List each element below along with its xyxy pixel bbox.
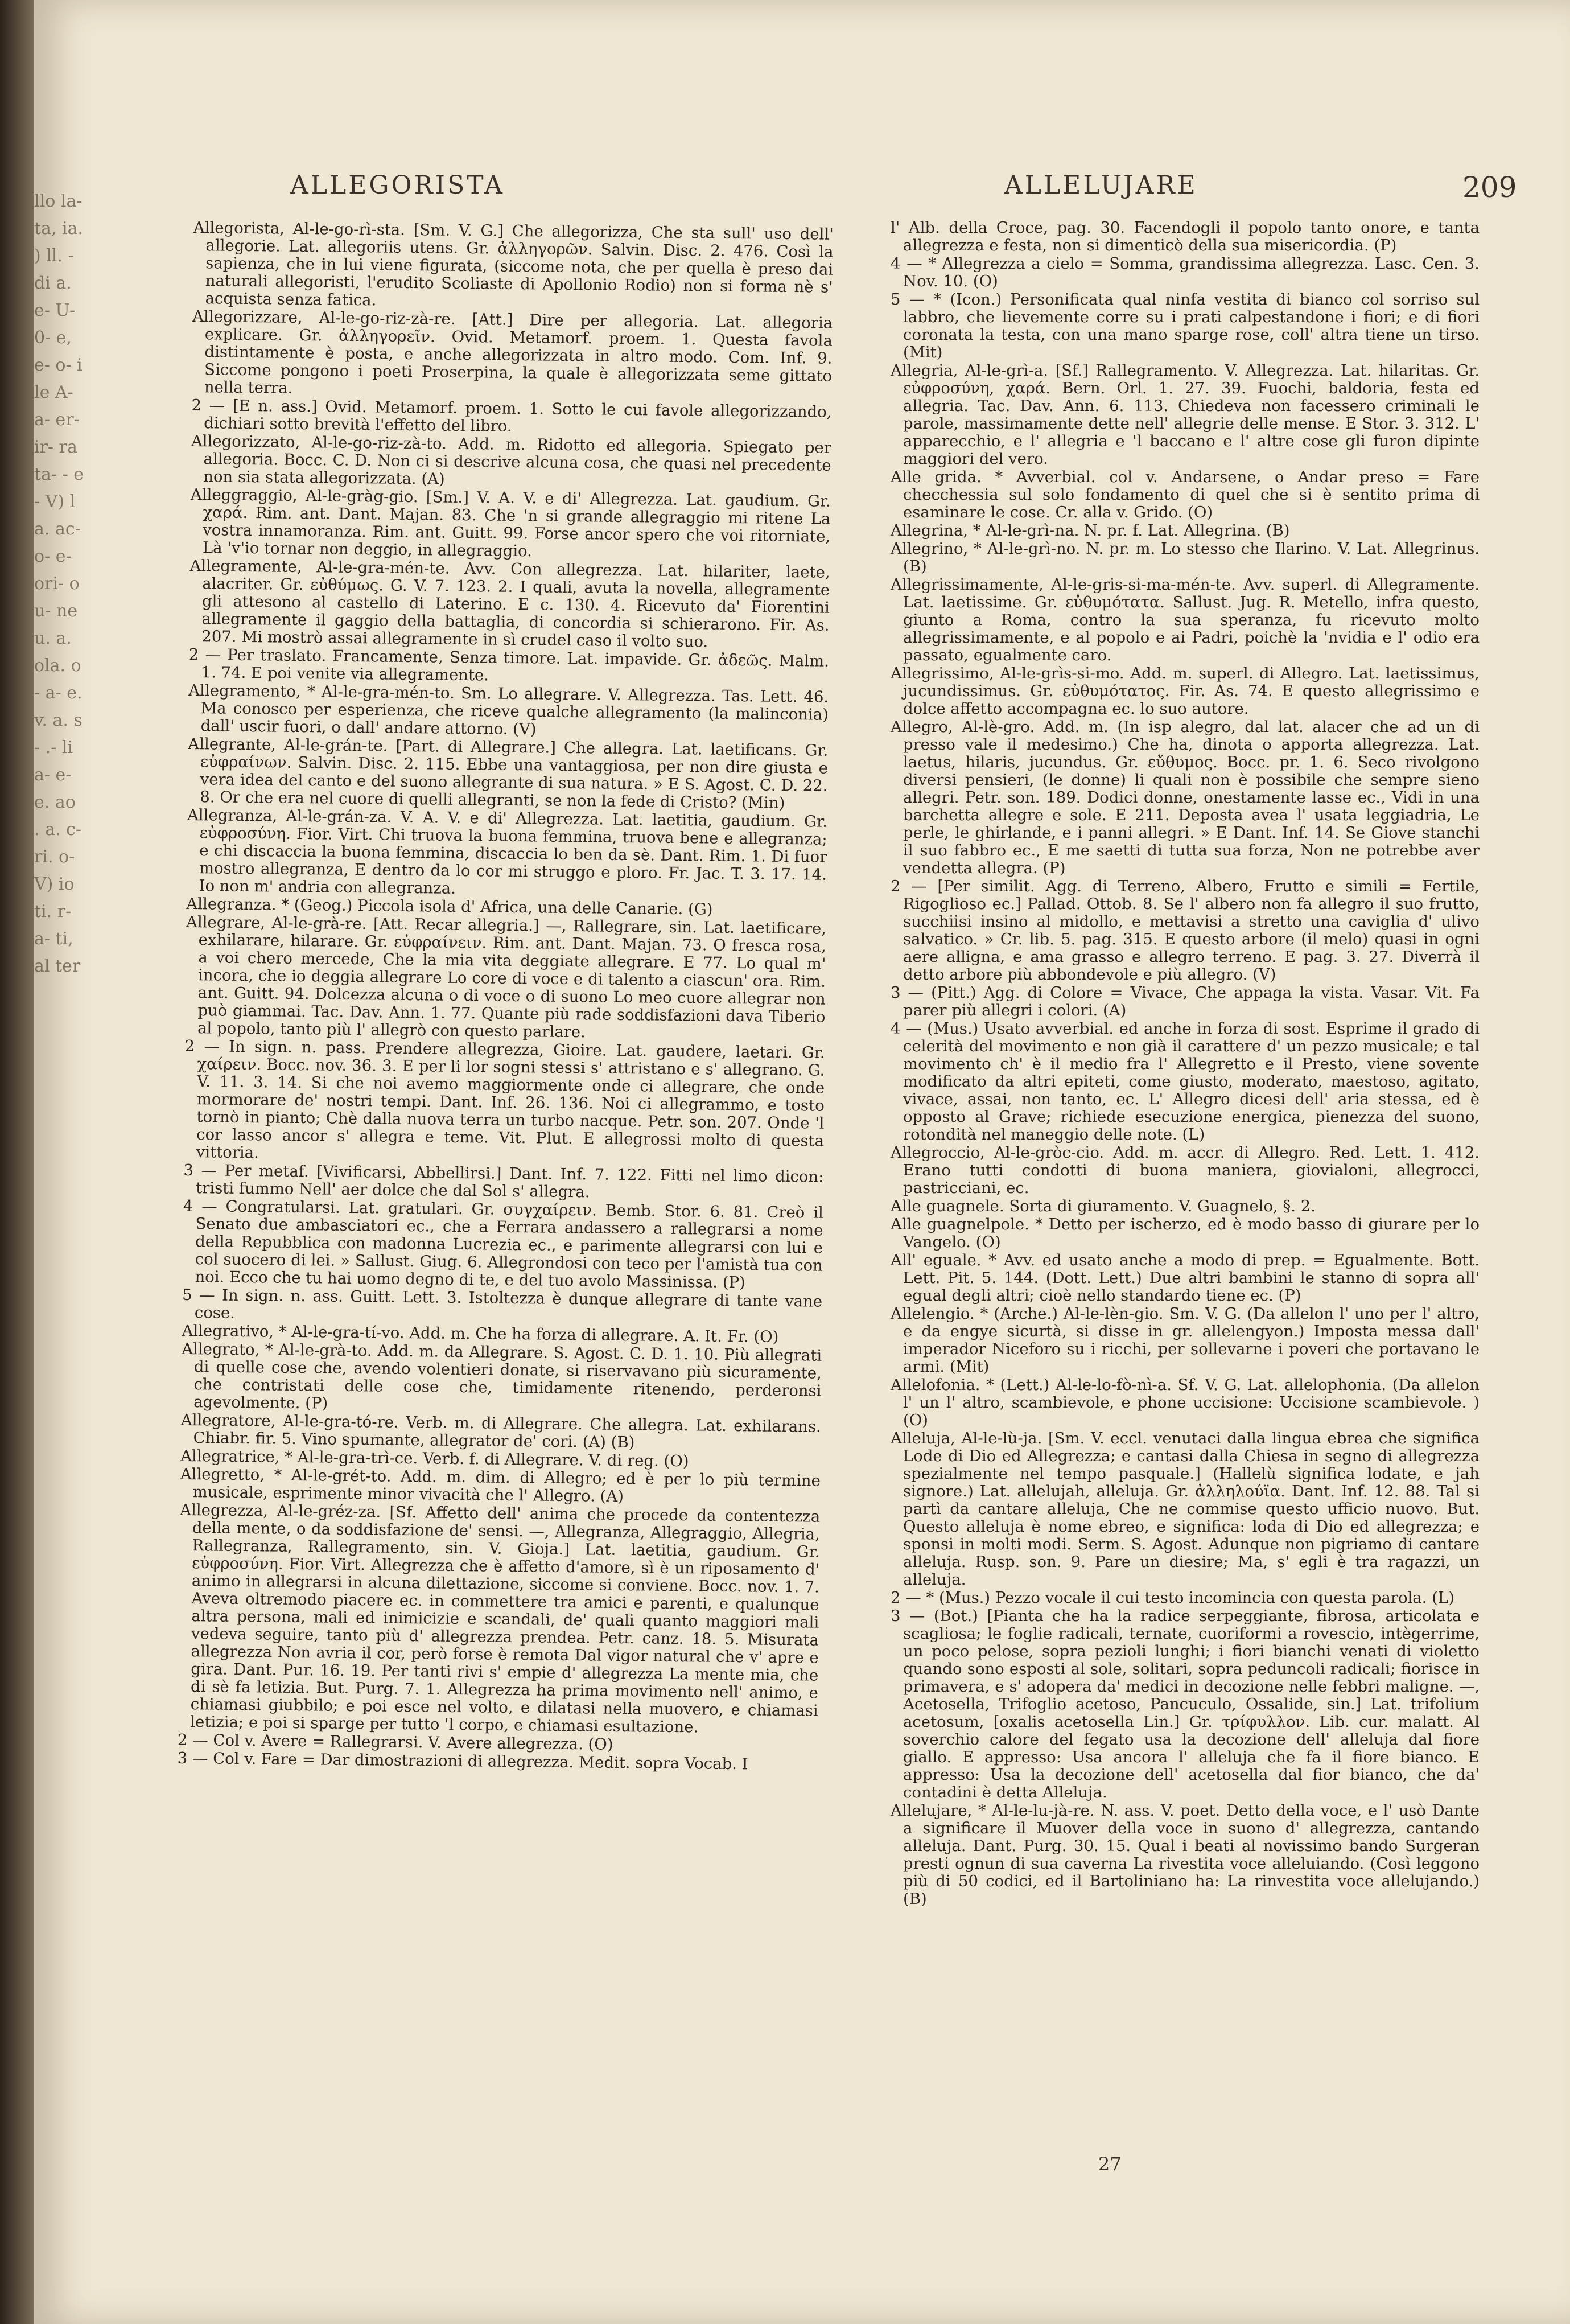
- dictionary-entry: Allegria, Al-le-grì-a. [Sf.] Rallegramento. V. Allegrezza. Lat. hilaritas. Gr. εὐφροσύνη, χαρά. Bern. Orl. 1. 27. 39. Fuochi, baldoria, festa ed allegria. Tac. Dav. Ann. 6. 113. Chiedeva non facessero criminali le parole, massimamente dette nell' allegrie delle mense. E Stor. 3. 312. L' apparecchio, e l' allegria e 'l baccano e l' altre cose gli furon dipinte maggiori del vero.: [891, 361, 1480, 468]
- dictionary-entry: Allegrante, Al-le-grán-te. [Part. di Allegrare.] Che allegra. Lat. laetificans. Gr. εὐφραίνων. Salvin. Disc. 2. 115. Ebbe una vantaggiosa, per non dire giusta e vera idea del canto e del suono allegrante di sua natura. » E S. Agost. C. D. 22. 8. Or che era nel cuore di quelli allegranti, se non la fede di Cristo? (Min): [188, 734, 829, 812]
- dictionary-entry: Alleluja, Al-le-lù-ja. [Sm. V. eccl. venutaci dalla lingua ebrea che significa Lode di Dio ed Allegrezza; e cantasi dalla Chiesa in segno di allegrezza spezialmente nel tempo pasquale.] (Hallelù significa lodate, e jah signore.) Lat. allelujah, alleluja. Gr. ἀλληλούϊα. Dant. Inf. 12. 88. Tal si partì da cantare alleluja, Che ne commise questo ufficio nuovo. But. Questo alleluja è nome ebreo, e significa: loda di Dio ed allegrezza; e sponsi in molti modi. Serm. S. Agost. Adunque non pigriamo di cantare alleluja. Rusp. son. 9. Pare un diesire; Ma, s' egli è tra ragazzi, un alleluja.: [891, 1429, 1480, 1589]
- dictionary-entry: 2 — * (Mus.) Pezzo vocale il cui testo incomincia con questa parola. (L): [891, 1589, 1454, 1607]
- left-column: [172, 219, 834, 2264]
- dictionary-entry: Allegratrice, * Al-le-gra-trì-ce. Verb. f. di Allegrare. V. di reg. (O): [180, 1446, 689, 1471]
- dictionary-entry: Allegramento, * Al-le-gra-mén-to. Sm. Lo allegrare. V. Allegrezza. Tas. Lett. 46. Ma conosco per esperienza, che riceve qualche allegramento (la malinconia) dall' uscir fuori, o dall' andare attorno. (V): [188, 681, 829, 739]
- dictionary-entry: Allegro, Al-lè-gro. Add. m. (In isp alegro, dal lat. alacer che ad un di presso vale il medesimo.) Che ha, dinota o apporta allegrezza. Lat. laetus, hilaris, jucundus. Gr. εὔθυμος. Bocc. pr. 1. 6. Seco rivolgono diversi pensieri, (le donne) li quali non è possibile che sempre sieno allegri. Petr. son. 189. Dodici donne, onestamente lasse ec., Vidi in una barchetta allegre e sole. E 211. Deposta avea l' usata leggiadria, Le perle, le ghirlande, e i panni allegri. » E Dant. Inf. 14. Se Giove stanchi il suo fabbro ec., E me saetti di tutta sua forza, Non ne potrebbe aver vendetta allegra. (P): [891, 718, 1480, 877]
- dictionary-entry: Allegrezza, Al-le-gréz-za. [Sf. Affetto dell' anima che procede da contentezza della mente, o da soddisfazione de' sensi. —, Allegranza, Allegraggio, Allegria, Rallegranza, Rallegramento, sin. V. Gioja.] Lat. laetitia, gaudium. Gr. εὐφροσύνη. Fior. Virt. Allegrezza che è affetto d'amore, sì è un riposamento d' animo in allegrarsi in alcuna dilettazione, siccome si conviene. Bocc. nov. 1. 7. Aveva oltremodo piacere ec. in commettere tra amici e parenti, e qualunque altra persona, mali ed inimicizie e scandali, de' quali quanto maggiori mali vedeva seguire, tanto più d' allegrezza prendea. Petr. canz. 18. 5. Misurata allegrezza Non avria il cor, però forse è remota Dal vigor natural che v' apre e gira. Dant. Pur. 16. 19. Per tanti rivi s' empie d' allegrezza La mente mia, che di sè fa letizia. But. Purg. 7. 1. Allegrezza ha prima movimento nell' animo, e chiamasi giubbilo; e poi esce nel volto, e dilatasi nella muovero, e chiamasi letizia; e poi si sparge per tutto 'l corpo, e chiamasi esultazione.: [180, 1500, 821, 1737]
- dictionary-entry: Allegorista, Al-le-go-rì-sta. [Sm. V. G.] Che allegorizza, Che sta sull' uso dell' allegorie. Lat. allegoriis utens. Gr. ἀλληγορῶν. Salvin. Disc. 2. 476. Così la sapienza, che in lui viene figurata, (siccome nota, che per quella è preso dai naturali allegoristi, l'erudito Scoliaste di Apollonio Rodio) non si forma nè s' acquista senza fatica.: [193, 219, 834, 310]
- dictionary-entry: Allelofonia. * (Lett.) Al-le-lo-fò-nì-a. Sf. V. G. Lat. allelophonia. (Da allelon l' un l' altro, scambievole, e phone uccisione: Uccisione scambievole. ) (O): [891, 1376, 1480, 1429]
- dictionary-entry: Alle guagnelpole. * Detto per ischerzo, ed è modo basso di giurare per lo Vangelo. (O): [891, 1215, 1480, 1251]
- dictionary-entry: Allegorizzare, Al-le-go-riz-zà-re. [Att.] Dire per allegoria. Lat. allegoria explicare. Gr. ἀλληγορεῖν. Ovid. Metamorf. proem. 1. Questa favola distintamente è posta, e anche allegorizzata in altro modo. Com. Inf. 9. Siccome pongono i poeti Proserpina, la quale è allegorizzata seme gittato nella terra.: [192, 307, 833, 397]
- dictionary-entry: 3 — Per metaf. [Vivificarsi, Abbellirsi.] Dant. Inf. 7. 122. Fitti nel limo dicon: tristi fummo Nell' aer dolce che dal Sol s' allegra.: [183, 1161, 824, 1202]
- dictionary-entry: Allegrino, * Al-le-grì-no. N. pr. m. Lo stesso che Ilarino. V. Lat. Allegrinus. (B): [891, 540, 1480, 575]
- dictionary-entry: Allegrina, * Al-le-grì-na. N. pr. f. Lat. Allegrina. (B): [891, 521, 1290, 540]
- left-running-title: ALLEGORISTA: [290, 171, 505, 200]
- right-column: [891, 219, 1480, 2132]
- dictionary-entry: All' eguale. * Avv. ed usato anche a modo di prep. = Egualmente. Bott. Lett. Pit. 5. 144. (Dott. Lett.) Due altri bambini le stanno di sopra all' egual degli altri; cioè nello standardo tiene ec. (P): [891, 1251, 1480, 1305]
- running-header: [34, 171, 1570, 211]
- page-number: 209: [1462, 171, 1517, 204]
- dictionary-entry: 3 — (Pitt.) Agg. di Colore = Vivace, Che appaga la vista. Vasar. Vit. Fa parer più allegri i colori. (A): [891, 984, 1480, 1019]
- dictionary-entry: 4 — Congratularsi. Lat. gratulari. Gr. συγχαίρειν. Bemb. Stor. 6. 81. Creò il Senato due ambasciatori ec., che a Ferrara andassero a rallegrarsi a nome della Repubblica con madonna Lucrezia ec., e parimente allegrarsi con lui e col suocero di lei. » Sallust. Giug. 6. Allegrondosi con teco per l'amistà tua con noi. Ecco che tu hai uomo degno di te, e del tuo avolo Massinissa. (P): [183, 1196, 823, 1292]
- dictionary-entry: 5 — In sign. n. ass. Guitt. Lett. 3. Istoltezza è dunque allegrare di tante vane cose.: [182, 1285, 823, 1322]
- dictionary-entry: Allegrare, Al-le-grà-re. [Att. Recar allegria.] —, Rallegrare, sin. Lat. laetificare, exhilarare, hilarare. Gr. εὐφραίνειν. Rim. ant. Dant. Majan. 73. O fresca rosa, a voi chero mercede, Che la mia vita deggiate allegrare. E 77. Lo qual m' incora, che io deggia allegrare Lo core di voce e di talento a ciascun' ora. Rim. ant. Guitt. 94. Dolcezza alcuna o di voce o di suono Lo meo cuore allegrar non può giammai. Tac. Dav. Ann. 1. 77. Quante più rade soddisfazioni dava Tiberio al popolo, tanto più l' allegrò con questo parlare.: [186, 912, 827, 1042]
- dictionary-entry: Allegranza, Al-le-grán-za. V. A. V. e di' Allegrezza. Lat. laetitia, gaudium. Gr. εὐφροσύνη. Fior. Virt. Chi truova la buona femmina, truova bene e allegranza; e chi discaccia la buona femmina, discaccia lo ben da sè. Dant. Rim. 1. Di fuor mostro allegranza, E dentro da lo cor mi struggo e ploro. Fr. Jac. T. 3. 17. 14. Io non m' andria con allegranza.: [187, 805, 828, 898]
- dictionary-entry: Allegretto, * Al-le-grét-to. Add. m. dim. di Allegro; ed è per lo più termine musicale, esprimente minor vivacità che l' Allegro. (A): [180, 1465, 821, 1506]
- dictionary-entry: Allegranza. * (Geog.) Piccola isola d' Africa, una delle Canarie. (G): [186, 894, 713, 919]
- dictionary-entry: Allegrissimamente, Al-le-gris-si-ma-mén-te. Avv. superl. di Allegramente. Lat. laetissime. Gr. εὐθυμότατα. Sallust. Jug. R. Metello, infra questo, giunto a Roma, contro la sua speranza, fu ricevuto molto allegrissimamente, e al popolo e ai Padri, poichè la 'nvidia e l' odio era passato, egualmente caro.: [891, 575, 1480, 664]
- dictionary-entry: Allegratore, Al-le-gra-tó-re. Verb. m. di Allegrare. Che allegra. Lat. exhilarans. Chiabr. fir. 5. Vino spumante, allegrator de' cori. (A) (B): [180, 1410, 822, 1452]
- dictionary-entry: Allegorizzato, Al-le-go-riz-zà-to. Add. m. Ridotto ed allegoria. Spiegato per allegoria. Bocc. C. D. Non ci si descrive alcuna cosa, che quasi nel precedente non sia stata allegorizzata. (A): [191, 431, 832, 488]
- dictionary-entry: l' Alb. della Croce, pag. 30. Facendogli il popolo tanto onore, e tanta allegrezza e festa, non si dimenticò della sua misericordia. (P): [891, 219, 1480, 254]
- dictionary-entry: 4 — (Mus.) Usato avverbial. ed anche in forza di sost. Esprime il grado di celerità del movimento e non già il carattere d' un pezzo musicale; e tal movimento ch' è il medio fra l' Allegretto e il Presto, viene sovente modificato da altri epiteti, come giusto, moderato, maestoso, agitato, vivace, assai, non tanto, ec. L' Allegro dicesi dell' aria stessa, ed è opposto al Grave; richiede esecuzione energica, pienezza del suono, rotondità nel maneggio delle note. (L): [891, 1019, 1480, 1144]
- dictionary-entry: Allegrativo, * Al-le-gra-tí-vo. Add. m. Che ha forza di allegrare. A. It. Fr. (O): [182, 1321, 779, 1346]
- dictionary-entry: 2 — In sign. n. pass. Prendere allegrezza, Gioire. Lat. gaudere, laetari. Gr. χαίρειν. Bocc. nov. 36. 3. E per li lor sogni stessi s' attristano e s' allegrano. G. V. 11. 3. 14. Si che noi avemo maggiormente onde ci allegrare, che onde mormorare de' nostri tempi. Dant. Inf. 26. 136. Noi ci allegrammo, e tosto tornò in pianto; Chè dalla nuova terra un turbo nacque. Petr. son. 207. Onde 'l cor lasso ancor s' allegra e teme. Vit. Plut. E allegrossi molto di questa vittoria.: [184, 1036, 825, 1162]
- dictionary-entry: Allegroccio, Al-le-gròc-cio. Add. m. accr. di Allegro. Red. Lett. 1. 412. Erano tutti condotti di buona maniera, giovialoni, allegrocci, pastricciani, ec.: [891, 1144, 1480, 1197]
- dictionary-page: [34, 0, 1570, 2324]
- dictionary-entry: Allelujare, * Al-le-lu-jà-re. N. ass. V. poet. Detto della voce, e l' usò Dante a significare il Muover della voce in suono d' allegrezza, cantando alleluja. Dant. Purg. 30. 15. Qual i beati al novissimo bando Surgeran presti ognun di sua caverna La rivestita voce alleluiando. (Così leggono più di 50 codici, ed il Bartoliniano ha: La rinvestita voce allelujando.) (B): [891, 1801, 1480, 1908]
- dictionary-entry: Allegrissimo, Al-le-grìs-si-mo. Add. m. superl. di Allegro. Lat. laetissimus, jucundissimus. Gr. εὐθυμότατος. Fir. As. 74. E questo allegrissimo e dolce affetto accompagna ec. lo suo autore.: [891, 664, 1480, 718]
- dictionary-entry: 3 — Col v. Fare = Dar dimostrazioni di allegrezza. Medit. sopra Vocab. I: [177, 1749, 748, 1774]
- dictionary-entry: 2 — [E n. ass.] Ovid. Metamorf. proem. 1. Sotto le cui favole allegorizzando, dichiari sotto brevità l'effetto del libro.: [191, 396, 832, 435]
- dictionary-entry: 2 — Per traslato. Francamente, Senza timore. Lat. impavide. Gr. ἀδεῶς. Malm. 1. 74. E poi venite via allegramente.: [188, 645, 830, 685]
- dictionary-entry: 3 — (Bot.) [Pianta che ha la radice serpeggiante, fibrosa, articolata e scagliosa; le foglie radicali, ternate, cuoriformi a rovescio, intègerrime, un poco pelose, sopra pezioli lunghi; i fiori bianchi venati di violetto quando sono esposti al sole, solitari, sopra peduncoli radicali; fiorisce in primavera, e s' adopera da' medici in decozione nelle febbri maligne. —, Acetosella, Trifoglio acetoso, Pancuculo, Ossalide, sin.] Lat. trifolium acetosum, [oxalis acetosella Lin.] Gr. τρίφυλλον. Lib. cur. malatt. Al soverchio calore del fegato usa la decozione dell' alleluja dal fiore giallo. E appresso: Usa ancora l' alleluja che fa il fiore bianco. E appresso: Usa la decozione dell' acetosella dal fior bianco, che da' contadini è detta Alleluja.: [891, 1607, 1480, 1801]
- dictionary-entry: Alleggraggio, Al-le-gràg-gio. [Sm.] V. A. V. e di' Allegrezza. Lat. gaudium. Gr. χαρά. Rim. ant. Dant. Majan. 83. Che 'n si grande allegraggio mi ritene La vostra innamoranza. Rim. ant. Guitt. 99. Forse ancor spero che voi ritorniate, Là 'v'io tornar non deggio, in allegraggio.: [190, 485, 831, 561]
- dictionary-entry: 2 — Col v. Avere = Rallegrarsi. V. Avere allegrezza. (O): [177, 1730, 613, 1754]
- dictionary-entry: 5 — * (Icon.) Personificata qual ninfa vestita di bianco col sorriso sul labbro, che lievemente corre su i prati calpestandone i fiori; e di fiori coronata la testa, con una mano sparge rose, coll' altra tiene un tirso. (Mit): [891, 290, 1480, 361]
- right-running-title: ALLELUJARE: [1004, 171, 1198, 200]
- dictionary-entry: Alle guagnele. Sorta di giuramento. V. Guagnelo, §. 2.: [891, 1197, 1316, 1215]
- facing-page-gutter-text: llo la- ta, ia. ) ll. - di a. e- U- 0- e, e- o- ile A- a- er- ir- ra ta- - e - V) la. ac- o- e- ori- ou- ne u. a. ola. o- a- e. v. a. s- .- li a- e- e. ao . a. c- ri. o- V) io ti. r- a- ti, al ter: [34, 191, 84, 976]
- dictionary-entry: Alle grida. * Avverbial. col v. Andarsene, o Andar preso = Fare checchessia sul solo fondamento di quel che si è sentito prima di esaminare le cose. Cr. alla v. Grido. (O): [891, 468, 1480, 521]
- dictionary-entry: Allelengio. * (Arche.) Al-le-lèn-gio. Sm. V. G. (Da allelon l' uno per l' altro, e da engye sicurtà, si disse in gr. allelengyon.) Imposta messa dall' imperador Niceforo su i ricchi, per sollevarne i poveri che portavano le armi. (Mit): [891, 1305, 1480, 1376]
- dictionary-entry: 2 — [Per similit. Agg. di Terreno, Albero, Frutto e simili = Fertile, Rigoglioso ec.] Pallad. Ottob. 8. Se l' albero non fa allegro il suo frutto, succhiisi insino al midollo, e mettavisi a stretto una caviglia d' ulivo salvatico. » Cr. lib. 5. pag. 315. E questo arbore (il melo) quasi in ogni aere alligna, e ama grasso e allegro terreno. E pag. 3. 27. Diverrà il detto arbore più abbondevole e più allegro. (V): [891, 877, 1480, 984]
- dictionary-entry: Allegrato, * Al-le-grà-to. Add. m. da Allegrare. S. Agost. C. D. 1. 10. Più allegrati di quelle cose che, avendo volentieri donate, si riservavano più sicuramente, che contristati delle cose che, timidamente ritenendo, perderonsi agevolmente. (P): [182, 1339, 822, 1413]
- signature-mark: 27: [1098, 2153, 1122, 2175]
- dictionary-entry: 4 — * Allegrezza a cielo = Somma, grandissima allegrezza. Lasc. Cen. 3. Nov. 10. (O): [891, 254, 1480, 290]
- dictionary-entry: Allegramente, Al-le-gra-mén-te. Avv. Con allegrezza. Lat. hilariter, laete, alacriter. Gr. εὐθύμως. G. V. 7. 123. 2. I quali, avuta la novella, allegramente gli attesono al castello di Laterino. E c. 130. 4. Ricevuto da' Fiorentini allegramente il gaggio della battaglia, di concordia si schierarono. Fir. As. 207. Mi mostrò assai allegramente in sì crudel caso il volto suo.: [189, 556, 830, 651]
